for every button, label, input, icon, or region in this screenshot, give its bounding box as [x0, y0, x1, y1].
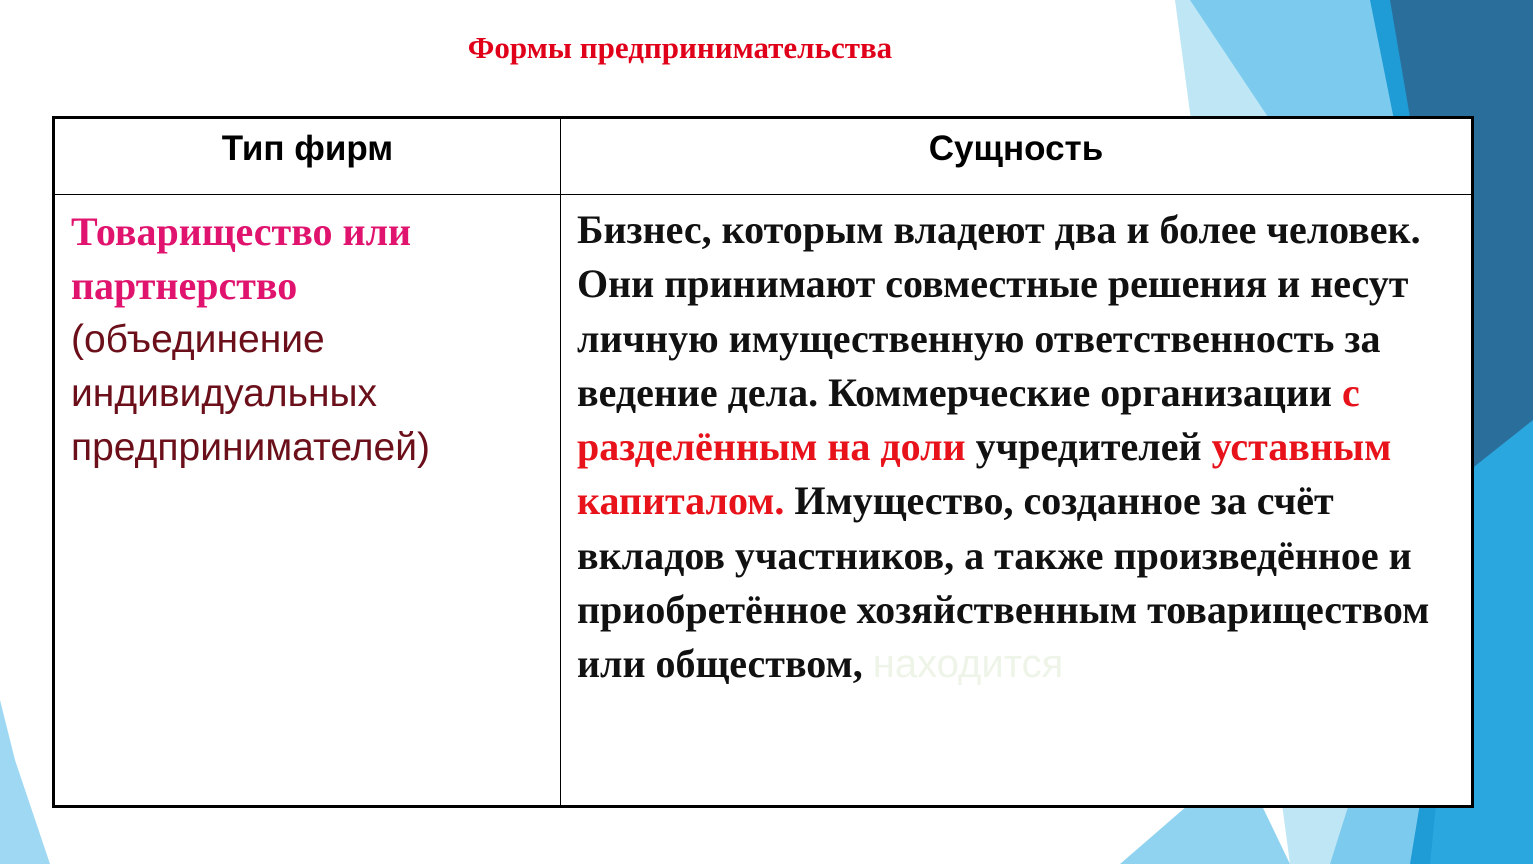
decor-left-triangle [0, 700, 50, 864]
slide-title: Формы предпринимательства [467, 30, 893, 65]
forms-table [52, 116, 1474, 808]
header-essence: Сущность [561, 118, 1473, 195]
table-header-row [54, 118, 1473, 195]
type-cell [54, 195, 561, 807]
type-note: (объединение индивидуальных предпринимателей) [71, 318, 430, 469]
header-type: Тип фирм [54, 118, 561, 195]
essence-cell [561, 195, 1473, 807]
table-row [54, 195, 1473, 807]
type-name: Товарищество или партнерство [71, 209, 412, 308]
essence-text: Бизнес, которым владеют два и более человек. Они принимают совместные решения и несут личную имущественную ответственность за ведение дела. Коммерческие организации с разделённым на доли учредителей уставным капиталом. Имущество, созданное за счёт вкладов участников, а также произведённое и приобретённое хозяйственным товариществом или обществом, находится [577, 207, 1430, 687]
